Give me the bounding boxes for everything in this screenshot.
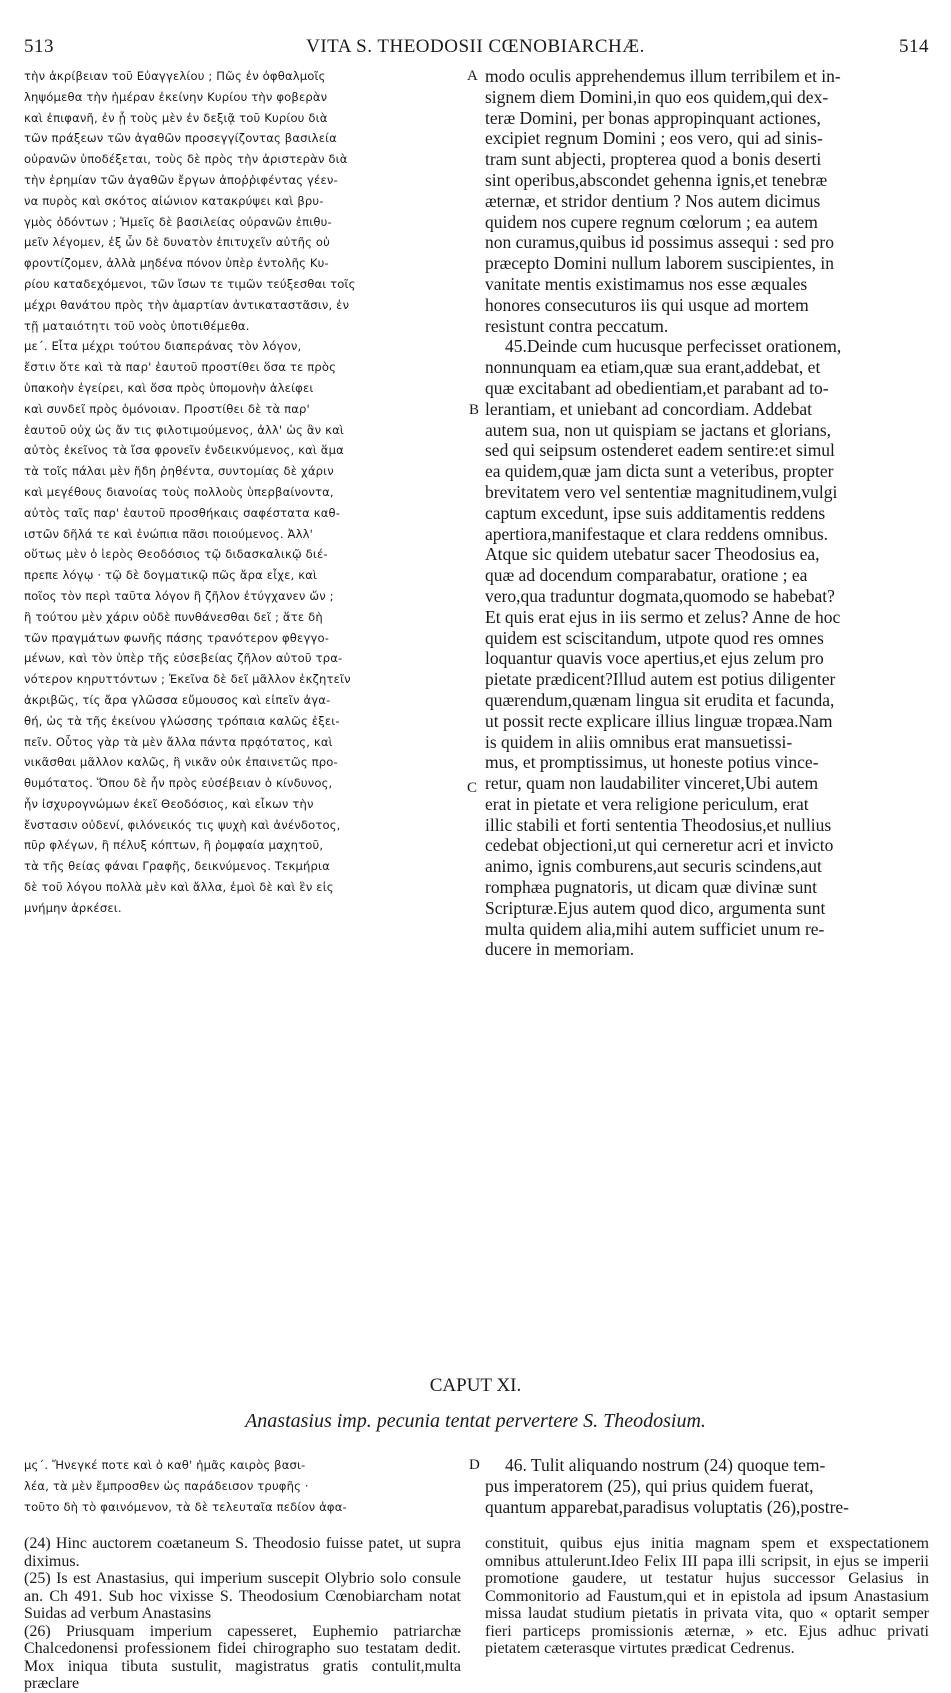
- text-line: ducere in memoriam.: [485, 939, 635, 960]
- footnotes-right: [485, 1535, 929, 1658]
- latin-text-column-lower: [485, 1455, 929, 1517]
- text-line: non curamus,quibus id possimus assequi : sed pro: [485, 232, 835, 253]
- text-line: tram sunt abjecti, propterea quod a bonis deserti: [485, 149, 822, 170]
- text-line: τοῦτο δὴ τὸ φαινόμενον, τὰ δὲ τελευταῖα πεδίον ἀφα-: [24, 1499, 347, 1514]
- greek-text-column: [24, 66, 461, 919]
- text-line: loquantur quavis voce apertius,et ejus zelum pro: [485, 648, 824, 669]
- text-line: πῦρ φλέγων, ἢ πέλυξ κόπτων, ἢ ῥομφαία μαχητοῦ,: [24, 838, 324, 853]
- text-line: illic stabili et forti sententia Theodosius,et nullius: [485, 814, 832, 835]
- latin-text-column: [485, 66, 929, 960]
- footnotes-left: [24, 1535, 461, 1693]
- text-line: excipiet regnum Domini ; eos vero, qui ad sinis-: [485, 128, 823, 149]
- text-line: φροντίζομεν, ἀλλὰ μηδένα πόνον ὑπὲρ ἐντολῆς Κυ-: [24, 256, 329, 271]
- text-line: καὶ ἐπιφανῆ, ἐν ᾗ τοὺς μὲν ἐν δεξιᾷ τοῦ Κυρίου διὰ: [24, 110, 328, 125]
- text-line: romphæa pugnatoris, ut dicam quæ divinæ sunt: [485, 877, 817, 898]
- text-line: quæ excitabant ad obedientiam,et parabant ad to-: [485, 377, 829, 398]
- text-line: quidem est sciscitandum, utpote quod res omnes: [485, 627, 824, 648]
- section-marker-c: C: [467, 780, 478, 796]
- text-line: sed qui seipsum ostenderet eadem sentire:et simul: [485, 440, 835, 461]
- page-number-right: 514: [899, 36, 929, 57]
- text-line: æternæ, et stridor dentium ? Nos autem dicimus: [485, 190, 821, 211]
- text-line: τὴν ἀκρίβειαν τοῦ Εὐαγγελίου ; Πῶς ἐν ὀφθαλμοῖς: [24, 69, 326, 83]
- text-line: autem sua, non ut quispiam se jactans et glorians,: [485, 419, 832, 440]
- text-line: vanitate mentis existimamus nos esse æquales: [485, 273, 808, 294]
- page-number-left: 513: [24, 36, 54, 57]
- text-line: ἦν ἰσχυρογνώμων ἐκεῖ Θεοδόσιος, καὶ εἶκων τὴν: [24, 796, 314, 811]
- text-line: ληψόμεθα τὴν ἡμέραν ἐκείνην Κυρίου τὴν φοβερὰν: [24, 89, 328, 104]
- text-line: τῶν πραγμάτων φωνῆς πάσης τρανότερον φθεγγο-: [24, 630, 330, 645]
- text-line: honores consecuturos iis qui usque ad mortem: [485, 294, 809, 315]
- text-line: πρεπε λόγῳ · τῷ δὲ δογματικῷ πῶς ἄρα εἶχε, καὶ: [24, 568, 318, 583]
- text-line: τῇ ματαιότητι τοῦ νοὸς ὑποτιθέμεθα.: [24, 318, 250, 333]
- text-line: τὰ τοῖς πάλαι μὲν ἤδη ῥηθέντα, συντομίας δὲ χάριν: [24, 464, 334, 479]
- footnote: (26) Priusquam imperium capesseret, Euphemio patriarchæ Chalcedonensi professionem fidei chirographo suo testatam dedit. Mox iniqua tibuta sustulit, magistratus gratis contulit,multa præclare: [24, 1622, 461, 1692]
- text-line: lerantiam, et uniebant ad concordiam. Addebat: [485, 398, 813, 419]
- text-line: cedebat objectioni,ut qui cerneretur acri et invicto: [485, 835, 834, 856]
- text-line: μέχρι θανάτου πρὸς τὴν ἁμαρτίαν ἀντικαταστᾶσιν, ἐν: [24, 297, 350, 312]
- text-line: pus imperatorem (25), qui prius quidem fuerat,: [485, 1475, 814, 1496]
- text-line: ἑαυτοῦ οὐχ ὡς ἄν τις φιλοτιμούμενος, ἀλλ' ὡς ἂν καὶ: [24, 422, 344, 437]
- text-line: μνήμην ἀρκέσει.: [24, 900, 122, 915]
- text-line: animo, ignis comburens,aut securis scindens,aut: [485, 856, 822, 877]
- text-line: ut possit recte explicare illius linguæ tropæa.Nam: [485, 710, 833, 731]
- text-line: ἔνστασιν οὐδενί, φιλόνεικός τις ψυχὴ καὶ ἀνένδοτος,: [24, 817, 341, 832]
- text-line: retur, quam non laudabiliter vinceret,Ubi autem: [485, 773, 819, 794]
- text-line: μένων, καὶ τὸν ὑπὲρ τῆς εὐσεβείας ζῆλον αὐτοῦ τρα-: [24, 651, 343, 666]
- text-line: λέα, τὰ μὲν ἔμπροσθεν ὡς παράδεισον τρυφῆς ·: [24, 1478, 309, 1493]
- text-line: quæ ad docendum comparabatur, oratione ; ea: [485, 565, 808, 586]
- text-line: signem diem Domini,in quo eos quidem,qui dex-: [485, 86, 829, 107]
- section-marker-d: D: [469, 1457, 480, 1473]
- section-marker-b: B: [469, 402, 480, 418]
- text-line: præcepto Domini nullum laborem suscipientes, in: [485, 253, 834, 274]
- text-line: καὶ μεγέθους διανοίας τοὺς πολλοὺς ὑπερβαίνοντα,: [24, 484, 334, 499]
- text-line: 46. Tulit aliquando nostrum (24) quoque tem-: [505, 1455, 826, 1475]
- text-line: νικᾶσθαι μᾶλλον καλῶς, ἢ νικᾶν οὐκ ἐπαινετῶς προ-: [24, 755, 338, 770]
- text-line: quidem nos cupere regnum cœlorum ; ea autem: [485, 211, 818, 232]
- text-line: τὰ τῆς θείας φάναι Γραφῆς, δεικνύμενος. Τεκμήρια: [24, 859, 330, 874]
- text-line: quantum apparebat,paradisus voluptatis (26),postre-: [485, 1496, 849, 1517]
- text-line: οὐρανῶν ὑποδέξεται, τοὺς δὲ πρὸς τὴν ἀριστερὰν διὰ: [24, 152, 348, 167]
- footnote: constituit, quibus ejus initia magnam spem et exspectationem omnibus attulerunt.Ideo Felix III papa illi scripsit, in ejus se imperii promotione gaudere, ut testatur hujus successor Gelasius in Commonitorio ad Faustum,qui et in epistola ad ipsum Anastasium missa laudat studium pietatis in privata vita, quo « optarit semper fieri particeps promissionis æternæ, » etc. Ejus adhuc privati pietatem cæterasque virtutes prædicat Cedrenus.: [485, 1535, 929, 1657]
- text-line: ἀκριβῶς, τίς ἄρα γλῶσσα εὔμουσος καὶ εἰπεῖν ἀγα-: [24, 692, 331, 707]
- text-line: sint operibus,abscondet gehenna ignis,et tenebræ: [485, 169, 828, 190]
- text-line: δὲ τοῦ λόγου πολλὰ μὲν καὶ ἄλλα, ἐμοὶ δὲ καὶ ἓν εἰς: [24, 880, 334, 895]
- footnote: (24) Hinc auctorem coætaneum S. Theodosio fuisse patet, ut supra diximus.: [24, 1535, 461, 1570]
- text-line: 45.Deinde cum hucusque perfecisset orationem,: [505, 336, 842, 357]
- text-line: να πυρὸς καὶ σκότος αἰώνιον κατακρύψει καὶ βρυ-: [24, 193, 324, 208]
- text-line: θή, ὡς τὰ τῆς ἐκείνου γλώσσης τρόπαια καλῶς ἐξει-: [24, 713, 340, 728]
- text-line: θυμότατος. Ὅπου δὲ ἦν πρὸς εὐσέβειαν ὁ κίνδυνος,: [24, 776, 333, 791]
- text-line: modo oculis apprehendemus illum terribilem et in-: [485, 66, 841, 86]
- section-marker-a: A: [467, 68, 478, 84]
- text-line: ἢ τούτου μὲν χάριν οὐδὲ πυνθάνεσθαι δεῖ ; ἅτε δὴ: [24, 609, 323, 624]
- text-line: πεῖν. Οὗτος γὰρ τὰ μὲν ἄλλα πάντα πρᾳότατος, καὶ: [24, 734, 333, 749]
- text-line: erat in pietate et vera religione periculum, erat: [485, 793, 809, 814]
- text-line: μεῖν λέγομεν, ἐξ ὧν δὲ δυνατὸν ἐπιτυχεῖν αὐτῆς οὐ: [24, 235, 331, 250]
- text-line: νότερον κηρυττόντων ; Ἐκεῖνα δὲ δεῖ μᾶλλον ἐκζητεῖν: [24, 672, 351, 687]
- text-line: τὴν ἐρημίαν τῶν ἀγαθῶν ἔργων ἀποῤῥιφέντας γέεν-: [24, 172, 338, 187]
- greek-text-column-lower: [24, 1455, 461, 1517]
- text-line: is quidem in aliis omnibus erat mansuetissi-: [485, 731, 793, 752]
- text-line: Atque sic quidem utebatur sacer Theodosius ea,: [485, 544, 820, 565]
- text-line: ιστῶν δῆλά τε καὶ ἐνώπια πᾶσι ποιούμενος. Ἀλλ': [24, 526, 313, 541]
- chapter-title: CAPUT XI.: [429, 1375, 522, 1396]
- text-line: τῶν πράξεων τῶν ἀγαθῶν προσεγγίζοντας βασιλεία: [24, 131, 337, 146]
- text-line: αὐτὸς ἐκεῖνος τὰ ἴσα φρονεῖν ἐνδεικνύμενος, καὶ ἅμα: [24, 443, 344, 458]
- text-line: ὑπακοὴν ἐγείρει, καὶ ὅσα πρὸς ὑπομονὴν ἀλείφει: [24, 380, 314, 395]
- text-line: resistunt contra peccatum.: [485, 315, 669, 336]
- text-line: καὶ συνδεῖ πρὸς ὁμόνοιαν. Προστίθει δὲ τὰ παρ': [24, 401, 310, 416]
- text-line: mus, et promptissimus, ut honeste potius vince-: [485, 752, 819, 773]
- footnote: (25) Is est Anastasius, qui imperium suscepit Olybrio solo consule an. Ch 491. Sub hoc vixisse S. Theodosium Cœnobiarcham notat Suidas ad verbum Anastasins: [24, 1570, 461, 1622]
- text-line: με΄. Εἶτα μέχρι τούτου διαπεράνας τὸν λόγον,: [24, 339, 302, 354]
- text-line: γμὸς ὀδόντων ; Ἡμεῖς δὲ βασιλείας οὐρανῶν ἐπιθυ-: [24, 214, 332, 229]
- text-line: apertiora,manifestaque et clara reddens omnibus.: [485, 523, 829, 544]
- text-line: captum excedunt, ipse suis additamentis reddens: [485, 502, 826, 523]
- text-line: ποῖος τὸν περὶ ταῦτα λόγον ἢ ζῆλον ἐτύγχανεν ὤν ;: [24, 588, 334, 603]
- text-line: ρίου καταδεχόμενοι, τῶν ἴσων τε τιμῶν τεύξεσθαι τοῖς: [24, 276, 356, 291]
- text-line: quærendum,quænam lingua sit erudita et facunda,: [485, 689, 835, 710]
- text-line: multa quidem alia,mihi autem sufficiet unum re-: [485, 918, 825, 939]
- text-line: ea quidem,quæ jam dicta sunt a veteribus, propter: [485, 461, 834, 482]
- text-line: Scripturæ.Ejus autem quod dico, argumenta sunt: [485, 897, 826, 918]
- text-line: brevitatem vero vel sententiæ magnitudinem,vulgi: [485, 481, 838, 502]
- text-line: pietate prædicent?Illud autem est potius diligenter: [485, 669, 836, 690]
- text-line: αὐτὸς ταῖς παρ' ἑαυτοῦ προσθήκαις σαφέστατα καθ-: [24, 505, 341, 520]
- text-line: vero,qua traduntur dogmata,quomodo se habebat?: [485, 585, 835, 606]
- chapter-subtitle: Anastasius imp. pecunia tentat pervertere S. Theodosium.: [245, 1410, 706, 1432]
- text-line: οὕτως μὲν ὁ ἱερὸς Θεοδόσιος τῷ διδασκαλικῷ διέ-: [24, 547, 328, 562]
- text-line: nonnunquam ea etiam,quæ sua erant,addebat, et: [485, 357, 821, 378]
- running-title: VITA S. THEODOSII CŒNOBIARCHÆ.: [306, 36, 645, 57]
- text-line: Et quis erat ejus in iis sermo et zelus? Anne de hoc: [485, 606, 841, 627]
- text-line: ἔστιν ὅτε καὶ τὰ παρ' ἑαυτοῦ προστίθει ὅσα τε πρὸς: [24, 360, 337, 375]
- text-line: teræ Domini, per bonas appropinquant actiones,: [485, 107, 821, 128]
- text-line: μς΄. Ἤνεγκέ ποτε καὶ ὁ καθ' ἡμᾶς καιρὸς βασι-: [24, 1458, 306, 1472]
